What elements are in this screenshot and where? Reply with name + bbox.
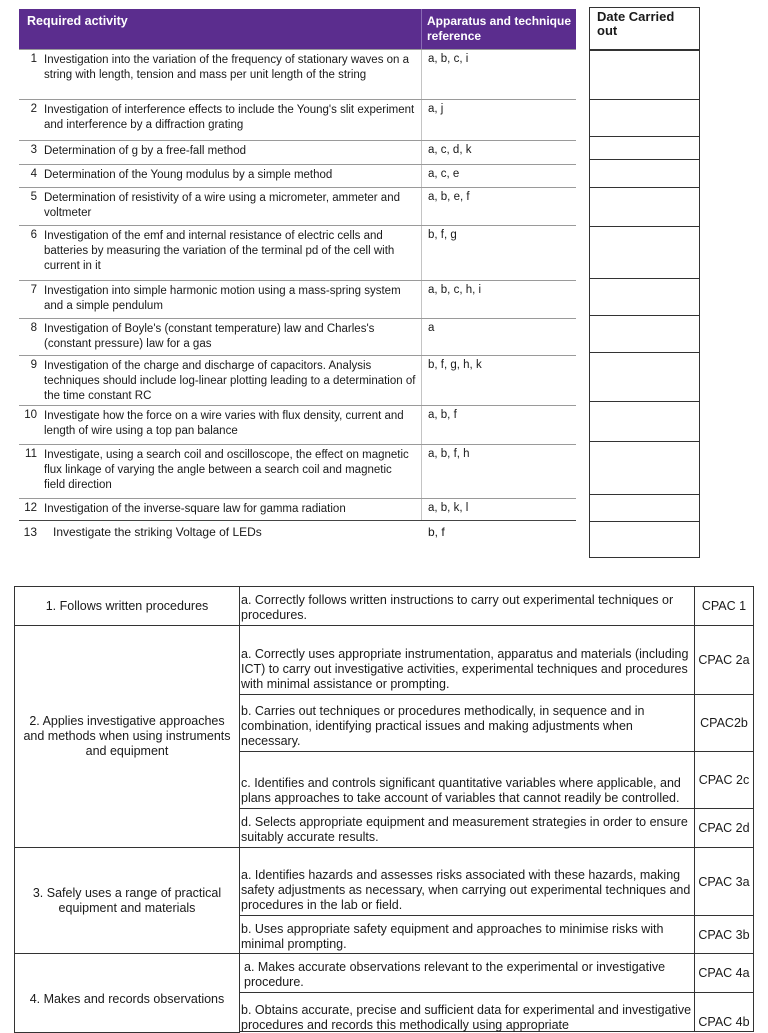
description-text: c. Identifies and controls significant quantitative variables where applicable, and plans approaches to take account of variables that cannot readily be controlled. [241, 776, 681, 805]
row-activity: Investigate how the force on a wire varies with flux density, current and length of wire using a top pan balance [44, 410, 404, 437]
row-number: 9 [30, 359, 37, 371]
date-cell[interactable] [589, 401, 700, 442]
table-row [19, 319, 576, 356]
row-number: 5 [30, 191, 37, 203]
cpac-code: CPAC 3a [694, 847, 754, 916]
date-cell[interactable] [589, 226, 700, 279]
table-row [19, 50, 576, 100]
cpac-table [14, 586, 754, 1032]
row-number: 2 [30, 103, 37, 115]
criterion-description [239, 586, 695, 626]
row-reference: a, b, c, h, i [428, 284, 482, 296]
cpac-code: CPAC 2d [694, 808, 754, 848]
cpac-code: CPAC 2a [694, 625, 754, 695]
table-row [19, 165, 576, 188]
table-row [19, 406, 576, 445]
column-divider [421, 100, 422, 140]
description-text: b. Obtains accurate, precise and sufficient data for experimental and investigative procedures and records this methodically using appropriate [241, 1003, 692, 1032]
activity-table-header [19, 9, 576, 50]
criterion-description [239, 751, 695, 809]
table-row [19, 356, 576, 406]
date-cell[interactable] [589, 278, 700, 316]
row-number: 4 [30, 168, 37, 180]
column-divider [421, 188, 422, 225]
header-divider [421, 9, 422, 50]
row-reference: a, b, e, f [428, 191, 470, 203]
cpac-code: CPAC2b [694, 694, 754, 752]
row-reference: a, c, d, k [428, 144, 472, 156]
row-number: 8 [30, 322, 37, 334]
criterion-cell: 2. Applies investigative approaches and methods when using instruments and equipment [14, 625, 240, 848]
row-number: 7 [30, 284, 37, 296]
row-number: 1 [30, 53, 37, 65]
column-divider [421, 319, 422, 355]
row-reference: a, c, e [428, 168, 460, 180]
description-text: a. Identifies hazards and assesses risks associated with these hazards, making safety adjustments as necessary, when carrying out experimental techniques and procedures in the lab or field. [241, 868, 691, 912]
criterion-cell: 3. Safely uses a range of practical equipment and materials [14, 847, 240, 954]
date-column-header: Date Carried out [589, 7, 700, 51]
date-cell[interactable] [589, 136, 700, 160]
date-cell[interactable] [589, 494, 700, 522]
date-cell[interactable] [589, 99, 700, 137]
criterion-description [239, 915, 695, 954]
row-activity: Investigation of the charge and discharge of capacitors. Analysis techniques should include log-linear plotting leading to a determination of the time constant RC [44, 360, 416, 402]
description-text: b. Carries out techniques or procedures methodically, in sequence and in combination, identifying practical issues and making adjustments when necessary. [241, 704, 645, 748]
table-row [19, 499, 576, 521]
criterion-description [239, 625, 695, 695]
row-reference: a [428, 322, 435, 334]
cpac-code: CPAC 1 [694, 586, 754, 626]
row-activity: Determination of resistivity of a wire using a micrometer, ammeter and voltmeter [44, 192, 400, 219]
date-cell[interactable] [589, 352, 700, 402]
row-number: 3 [30, 144, 37, 156]
row-activity: Investigation into simple harmonic motion using a mass-spring system and a simple pendulum [44, 285, 401, 312]
row-activity: Determination of the Young modulus by a simple method [44, 169, 333, 181]
table-row [19, 141, 576, 165]
table-row [19, 445, 576, 499]
criterion-description [239, 992, 695, 1032]
description-text: a. Correctly uses appropriate instrumentation, apparatus and materials (including ICT) to carry out investigative activities, experimental techniques and procedures with minimal assistance or prompting. [241, 647, 689, 691]
column-divider [421, 356, 422, 405]
date-cell[interactable] [589, 521, 700, 558]
row-reference: b, f, g, h, k [428, 359, 482, 371]
row-activity: Investigation of interference effects to include the Young's slit experiment and interference by a diffraction grating [44, 104, 415, 131]
row-reference: b, f [428, 525, 445, 539]
cpac-code: CPAC 4a [694, 953, 754, 993]
table-bottom-rule [19, 520, 576, 521]
column-divider [421, 226, 422, 280]
column-divider [421, 165, 422, 187]
row-number: 13 [23, 525, 37, 539]
column-divider [421, 499, 422, 520]
table-row [19, 226, 576, 281]
row-reference: a, b, k, l [428, 502, 469, 514]
date-cell[interactable] [589, 49, 700, 100]
row-activity: Determination of g by a free-fall method [44, 145, 246, 157]
column-divider [421, 141, 422, 164]
column-divider [421, 281, 422, 318]
date-cell[interactable] [589, 441, 700, 495]
row-reference: a, b, c, i [428, 53, 469, 65]
row-number: 12 [24, 502, 37, 514]
table-row [19, 188, 576, 226]
criterion-cell: 4. Makes and records observations [14, 953, 240, 1033]
table-row [19, 522, 576, 542]
row-reference: a, b, f, h [428, 448, 470, 460]
column-divider [421, 445, 422, 498]
criterion-description [239, 847, 695, 916]
criterion-description [239, 808, 695, 848]
row-activity: Investigation of Boyle's (constant temperature) law and Charles's (constant pressure) law for a gas [44, 323, 375, 350]
row-number: 10 [24, 409, 37, 421]
row-activity: Investigation of the emf and internal resistance of electric cells and batteries by measuring the variation of the terminal pd of the cell with current in it [44, 230, 395, 272]
description-text: a. Correctly follows written instructions to carry out experimental techniques or procedures. [241, 593, 674, 622]
cpac-code: CPAC 2c [694, 751, 754, 809]
cpac-code: CPAC 4b [694, 992, 754, 1032]
date-cell[interactable] [589, 187, 700, 227]
description-text: d. Selects appropriate equipment and measurement strategies in order to ensure suitably accurate results. [241, 815, 688, 844]
row-reference: a, b, f [428, 409, 457, 421]
criterion-cell: 1. Follows written procedures [14, 586, 240, 626]
row-activity: Investigate the striking Voltage of LEDs [53, 525, 262, 539]
description-text: a. Makes accurate observations relevant to the experimental or investigative procedure. [244, 960, 666, 989]
criterion-description [239, 694, 695, 752]
header-apparatus-reference: Apparatus and technique reference [427, 14, 572, 43]
row-reference: b, f, g [428, 229, 457, 241]
row-number: 11 [25, 448, 37, 460]
table-row [19, 100, 576, 141]
row-number: 6 [30, 229, 37, 241]
row-reference: a, j [428, 103, 444, 115]
row-activity: Investigate, using a search coil and oscilloscope, the effect on magnetic flux linkage of varying the angle between a search coil and magnetic field direction [44, 449, 409, 491]
date-cell[interactable] [589, 315, 700, 353]
description-text: b. Uses appropriate safety equipment and approaches to minimise risks with minimal prompting. [241, 922, 664, 951]
table-row [19, 281, 576, 319]
row-activity: Investigation of the inverse-square law for gamma radiation [44, 503, 346, 515]
criterion-description [239, 953, 695, 993]
cpac-code: CPAC 3b [694, 915, 754, 954]
column-divider [421, 50, 422, 99]
row-activity: Investigation into the variation of the frequency of stationary waves on a string with length, tension and mass per unit length of the string [44, 54, 410, 81]
header-required-activity: Required activity [27, 14, 128, 28]
date-cell[interactable] [589, 159, 700, 188]
column-divider [421, 406, 422, 444]
